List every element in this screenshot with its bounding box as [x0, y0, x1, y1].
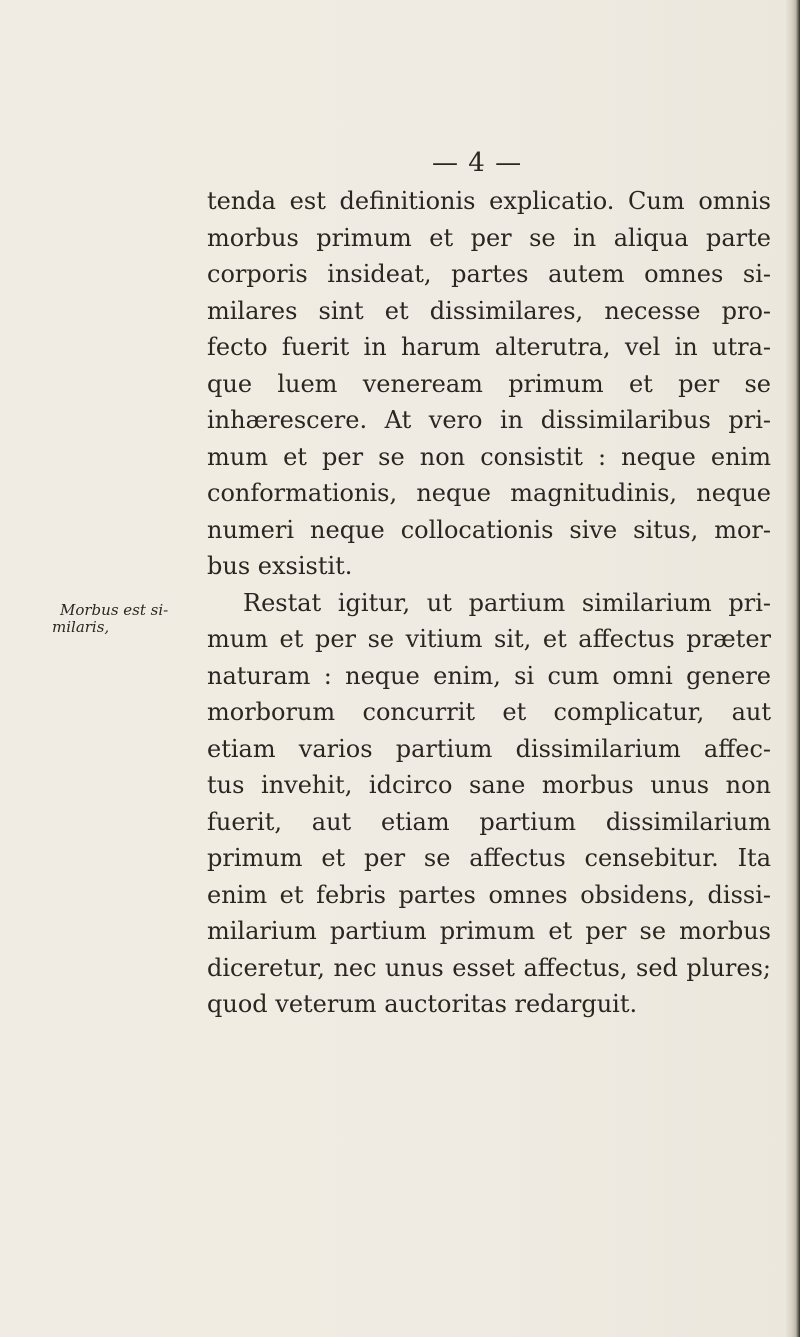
paragraph-1 — [207, 183, 771, 585]
text-line: etiam varios partium dissimilarium affec- — [207, 734, 771, 763]
text-line: bus exsistit. — [207, 552, 353, 580]
text-line: mum et per se non consistit : neque enim — [207, 442, 771, 471]
paragraph-2 — [207, 585, 771, 1023]
text-line: numeri neque collocationis sive situs, mor- — [207, 515, 771, 544]
text-line: morbus primum et per se in aliqua parte — [207, 223, 771, 252]
text-line: que luem veneream primum et per se — [207, 369, 771, 398]
text-line: primum et per se affectus censebitur. Ita — [207, 844, 771, 872]
text-line: Restat igitur, ut partium similarium pri- — [243, 588, 771, 617]
body-text — [207, 183, 771, 1023]
margin-note-line: milaris, — [52, 618, 110, 636]
text-line: mum et per se vitium sit, et affectus præter — [207, 625, 771, 653]
text-line: corporis insideat, partes autem omnes si- — [207, 260, 771, 288]
text-line: naturam : neque enim, si cum omni genere — [207, 661, 771, 690]
text-line: inhærescere. At vero in dissimilaribus pri- — [207, 406, 771, 434]
text-line: tenda est definitionis explicatio. Cum omnis — [207, 187, 771, 215]
text-line: morborum concurrit et complicatur, aut — [207, 698, 771, 726]
text-line: milares sint et dissimilares, necesse pro- — [207, 296, 771, 325]
text-line: enim et febris partes omnes obsidens, dissi- — [207, 880, 771, 909]
page-number: — 4 — — [432, 148, 523, 178]
margin-note — [52, 602, 202, 636]
text-line: tus invehit, idcirco sane morbus unus non — [207, 771, 771, 799]
text-line: fuerit, aut etiam partium dissimilarium — [207, 807, 771, 836]
text-line: diceretur, nec unus esset affectus, sed plures; — [207, 953, 771, 982]
page-edge-shadow — [786, 0, 800, 1337]
text-line: conformationis, neque magnitudinis, neque — [207, 479, 771, 507]
text-line: quod veterum auctoritas redarguit. — [207, 990, 638, 1018]
text-line: milarium partium primum et per se morbus — [207, 917, 771, 945]
margin-note-line: Morbus est si- — [60, 601, 169, 619]
text-line: fecto fuerit in harum alterutra, vel in utra- — [207, 333, 771, 361]
